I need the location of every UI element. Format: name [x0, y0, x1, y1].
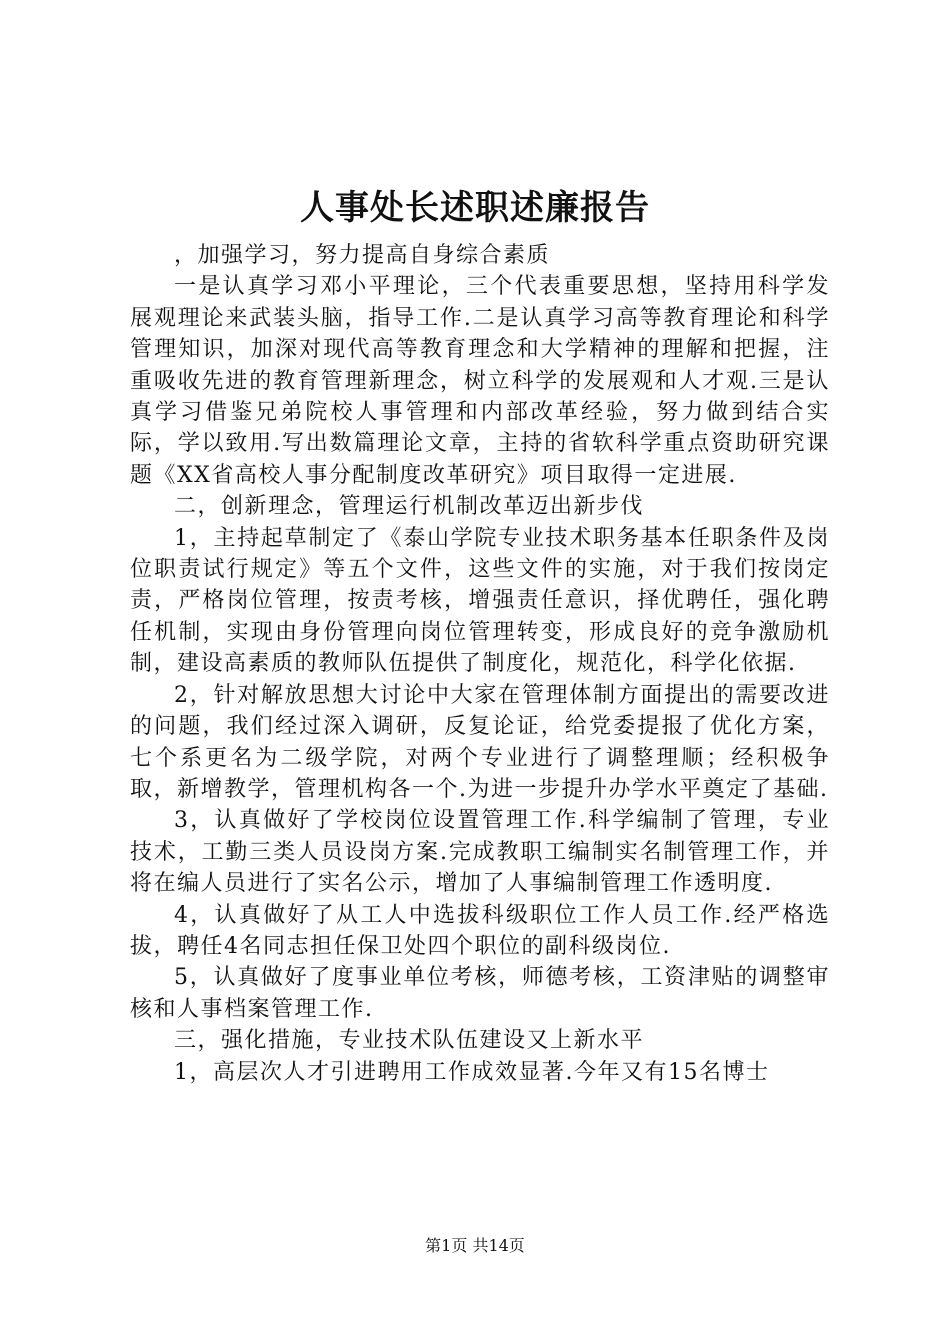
paragraph-1: ，加强学习，努力提高自身综合素质 [174, 243, 551, 268]
page-footer: 第1页 共14页 [425, 1236, 525, 1255]
document-body [130, 240, 830, 1088]
paragraph-10: 1，高层次人才引进聘用工作成效显著.今年又有15名博士 [174, 1059, 770, 1085]
paragraph-6: 3，认真做好了学校岗位设置管理工作.科学编制了管理，专业技术，工勤三类人员设岗方案.完成教职工编制实名制管理工作，并将在编人员进行了实名公示，增加了人事编制管理工作透明度. [130, 808, 830, 897]
document-title: 人事处长述职述廉报告 [300, 188, 650, 228]
paragraph-9: 三，强化措施，专业技术队伍建设又上新水平 [174, 1028, 645, 1054]
paragraph-2: 一是认真学习邓小平理论，三个代表重要思想，坚持用科学发展观理论来武装头脑，指导工作.二是认真学习高等教育理论和科学管理知识，加深对现代高等教育理念和大学精神的理解和把握，注重吸收先进的教育管理新理念，树立科学的发展观和人才观.三是认真学习借鉴兄弟院校人事管理和内部改革经验，努力做到结合实际，学以致用.写出数篇理论文章，主持的省软科学重点资助研究课题《XX省高校人事分配制度改革研究》项目取得一定进展. [130, 274, 830, 488]
paragraph-8: 5，认真做好了度事业单位考核，师德考核，工资津贴的调整审核和人事档案管理工作. [130, 965, 830, 1022]
paragraph-5: 2，针对解放思想大讨论中大家在管理体制方面提出的需要改进的问题，我们经过深入调研，反复论证，给党委提报了优化方案，七个系更名为二级学院，对两个专业进行了调整理顺；经积极争取，新增教学，管理机构各一个.为进一步提升办学水平奠定了基础. [130, 682, 830, 802]
paragraph-4: 1，主持起草制定了《泰山学院专业技术职务基本任职条件及岗位职责试行规定》等五个文件，这些文件的实施，对于我们按岗定责，严格岗位管理，按责考核，增强责任意识，择优聘任，强化聘任机制，实现由身份管理向岗位管理转变，形成良好的竞争激励机制，建设高素质的教师队伍提供了制度化，规范化，科学化依据. [130, 525, 830, 677]
paragraph-7: 4，认真做好了从工人中选拔科级职位工作人员工作.经严格选拔，聘任4名同志担任保卫处四个职位的副科级岗位. [130, 902, 830, 959]
paragraph-3: 二，创新理念，管理运行机制改革迈出新步伐 [174, 494, 645, 520]
